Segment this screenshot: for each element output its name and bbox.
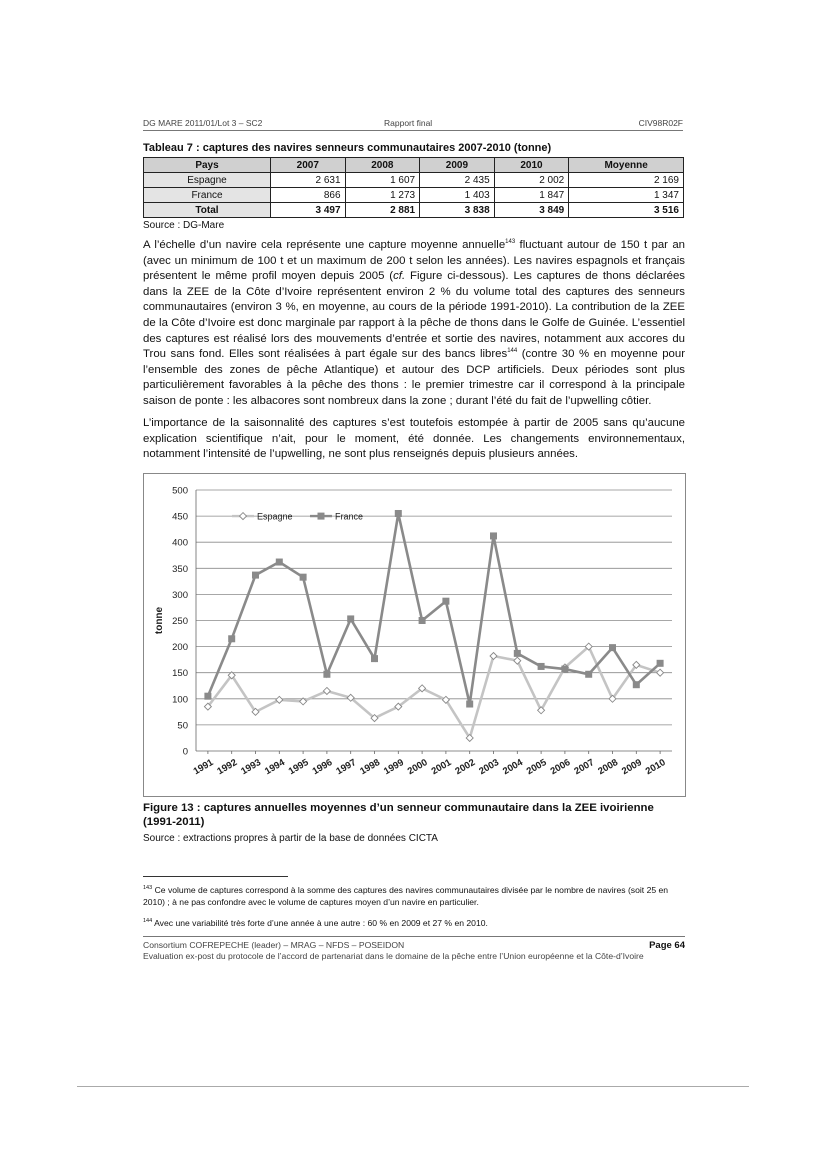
table-row xyxy=(144,188,684,203)
row-label: France xyxy=(144,188,271,203)
x-tick-label: 2001 xyxy=(429,757,454,778)
header-right: CIV98R02F xyxy=(638,118,683,128)
col-header: 2010 xyxy=(494,158,569,173)
table-cell: 866 xyxy=(271,188,346,203)
y-tick-label: 50 xyxy=(177,720,188,732)
footnote-144: $^{144}$ Avec une variabilité très forte d’une année à une autre : 60 % en 2009 et 27 % en 2010. xyxy=(143,918,488,928)
table-cell: 2 435 xyxy=(420,173,495,188)
footer-consortium: Consortium COFREPECHE (leader) – MRAG – NFDS – POSEIDON xyxy=(143,940,405,950)
y-tick-label: 250 xyxy=(172,616,188,627)
paragraph-1: A l’échelle d’un navire cela représente une capture moyenne annuelle$^{143}$ fluctuant autour de 150 t par an (avec un minimum de 100 t et un maximum de 200 t selon les années). Les navires espagnols et français présentent le même profil moyen depuis 2005 (cf. Figure ci-dessous). Les captures de thons déclarées dans la ZEE de la Côte d’Ivoire représentent environ 2 % du volume total des captures des senneurs communautaires (environ 3 %, en moyenne, au cours de la période 1991-2010). La contribution de la ZEE de la Côte d’Ivoire est donc marginale par rapport à la pêche de thons dans le Golfe de Guinée. L’essentiel des captures est réalisé lors des mouvements d’entrée et sortie des navires, notamment aux accores du Trou sans fond. Elles sont réalisées à part égale sur des bancs libres$^{144}$ (contre 30 % en moyenne pour l’ensemble des zones de pêche Atlantique) et autour des DCP artificiels. Deux périodes sont plus particulièrement favorables à la pêche des thons : le premier trimestre car il correspond à la principale saison de ponte : les albacores sont nombreux dans la zone ; durant l’été du fait de l’upwelling côtier. xyxy=(143,239,686,407)
y-tick-label: 100 xyxy=(172,694,188,706)
x-tick-label: 2003 xyxy=(477,757,501,778)
x-tick-label: 2009 xyxy=(619,757,644,778)
data-point-france xyxy=(585,671,592,678)
data-point-france xyxy=(514,650,521,657)
table-source: Source : DG-Mare xyxy=(143,220,225,231)
footer-title: Evaluation ex-post du protocole de l’accord de partenariat dans le domaine de la pêche entre l’Union européenne et la Côte-d’Ivoire xyxy=(143,951,644,961)
figure-source: Source : extractions propres à partir de la base de données CICTA xyxy=(143,833,438,844)
table-cell: 2 169 xyxy=(569,173,684,188)
data-point-france xyxy=(252,572,259,579)
table-row xyxy=(144,173,684,188)
header-center: Rapport final xyxy=(384,118,433,128)
y-tick-label: 150 xyxy=(172,668,188,680)
col-header: Moyenne xyxy=(569,158,684,173)
page-number: Page 64 xyxy=(649,940,685,951)
data-point-france xyxy=(323,671,330,678)
x-tick-label: 1999 xyxy=(381,757,406,778)
x-tick-label: 2008 xyxy=(596,757,620,778)
y-tick-label: 400 xyxy=(172,537,188,549)
y-tick-label: 500 xyxy=(172,485,188,497)
col-header: Pays xyxy=(144,158,271,173)
x-tick-label: 2007 xyxy=(572,757,597,778)
figure-caption: Figure 13 : captures annuelles moyennes d’un senneur communautaire dans la ZEE ivoirienne (1991-2011) xyxy=(143,802,654,828)
col-header: 2009 xyxy=(420,158,495,173)
data-point-france xyxy=(490,532,497,539)
table-cell: 1 847 xyxy=(494,188,569,203)
x-tick-label: 2004 xyxy=(500,757,525,778)
series-line-espagne xyxy=(208,647,660,738)
y-tick-label: 350 xyxy=(172,563,188,575)
x-tick-label: 1992 xyxy=(215,757,240,778)
captures-table xyxy=(143,157,684,218)
x-tick-label: 1991 xyxy=(191,757,216,778)
x-tick-label: 2006 xyxy=(548,757,573,778)
data-point-espagne xyxy=(490,652,497,659)
table-cell: 2 631 xyxy=(271,173,346,188)
data-point-france xyxy=(347,615,354,622)
table-cell: 2 002 xyxy=(494,173,569,188)
row-label: Total xyxy=(144,203,271,218)
table-cell: 3 516 xyxy=(569,203,684,218)
y-tick-label: 450 xyxy=(172,511,188,523)
data-point-france xyxy=(538,663,545,670)
x-tick-label: 2002 xyxy=(453,757,478,778)
x-tick-label: 1998 xyxy=(358,757,382,778)
chart-svg xyxy=(144,474,685,796)
x-tick-label: 2000 xyxy=(405,757,430,778)
table-cell: 3 849 xyxy=(494,203,569,218)
table-cell: 1 347 xyxy=(569,188,684,203)
data-point-france xyxy=(371,655,378,662)
paragraph-2: L’importance de la saisonnalité des captures s’est toutefois estompée à partir de 2005 sans qu’aucune explication scientifique n’ait, pour le moment, été donnée. Les changements environnementaux, notamment l’intensité de l’upwelling, ne sont plus renseignés depuis plusieurs années. xyxy=(143,417,685,461)
legend-marker xyxy=(318,513,325,520)
footnote-rule xyxy=(143,876,288,877)
x-tick-label: 1993 xyxy=(239,757,263,778)
data-point-france xyxy=(276,559,283,566)
legend-label: Espagne xyxy=(257,511,293,522)
footnote-143: $^{143}$ Ce volume de captures correspond à la somme des captures des navires communautaires divisée par le nombre de navires (soit 25 en 2010) ; à ne pas confondre avec le volume de captures moyen d’un navire en particulier. xyxy=(143,885,669,907)
row-label: Espagne xyxy=(144,173,271,188)
data-point-france xyxy=(466,701,473,708)
running-header xyxy=(143,118,683,131)
header-left: DG MARE 2011/01/Lot 3 – SC2 xyxy=(143,118,263,128)
y-tick-label: 200 xyxy=(172,642,188,654)
table-cell: 3 838 xyxy=(420,203,495,218)
data-point-france xyxy=(395,510,402,517)
data-point-espagne xyxy=(657,669,664,676)
y-tick-label: 300 xyxy=(172,589,188,601)
col-header: 2007 xyxy=(271,158,346,173)
page-footer xyxy=(143,936,685,962)
table-caption: Tableau 7 : captures des navires senneurs communautaires 2007-2010 (tonne) xyxy=(143,142,552,154)
data-point-france xyxy=(657,660,664,667)
x-tick-label: 1995 xyxy=(286,757,311,778)
table-header-row xyxy=(144,158,684,173)
data-point-france xyxy=(419,617,426,624)
y-axis-label: tonne xyxy=(154,606,165,635)
x-tick-label: 2005 xyxy=(524,757,549,778)
data-point-france xyxy=(300,574,307,581)
data-point-france xyxy=(633,681,640,688)
table-cell: 3 497 xyxy=(271,203,346,218)
table-total-row xyxy=(144,203,684,218)
data-point-france xyxy=(561,666,568,673)
legend-marker xyxy=(240,513,247,520)
table-cell: 2 881 xyxy=(345,203,420,218)
x-tick-label: 2010 xyxy=(643,757,668,778)
footnote-ref-143[interactable]: 143 xyxy=(505,239,516,246)
col-header: 2008 xyxy=(345,158,420,173)
table-cell: 1 403 xyxy=(420,188,495,203)
page-bottom-rule xyxy=(77,1086,749,1087)
x-tick-label: 1996 xyxy=(310,757,335,778)
y-tick-label: 0 xyxy=(182,746,188,758)
data-point-france xyxy=(609,644,616,651)
data-point-france xyxy=(204,693,211,700)
x-tick-label: 1994 xyxy=(262,757,287,778)
table-cell: 1 607 xyxy=(345,173,420,188)
data-point-france xyxy=(442,598,449,605)
x-tick-label: 1997 xyxy=(334,757,359,778)
table-cell: 1 273 xyxy=(345,188,420,203)
legend-label: France xyxy=(335,511,364,522)
data-point-france xyxy=(228,635,235,642)
line-chart xyxy=(143,473,686,797)
footnote-ref-144[interactable]: 144 xyxy=(507,348,518,355)
